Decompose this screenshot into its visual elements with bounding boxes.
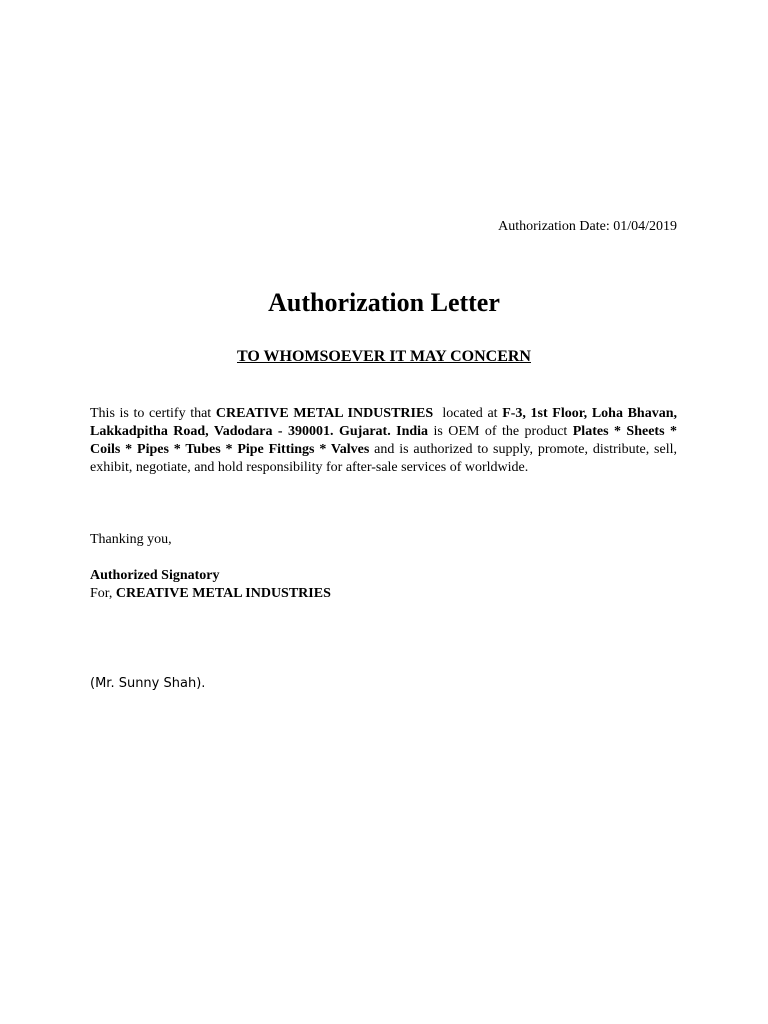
body-products: Plates * Sheets * Coils * Pipes * Tubes * Pipe Fittings * Valves: [90, 424, 677, 457]
closing-text: Thanking you,: [90, 532, 172, 547]
for-company-line: [90, 585, 331, 602]
for-company: CREATIVE METAL INDUSTRIES: [115, 586, 331, 601]
letter-title: Authorization Letter: [268, 288, 500, 317]
letter-subtitle: TO WHOMSOEVER IT MAY CONCERN: [237, 348, 531, 365]
date-label: Authorization Date:: [498, 219, 610, 234]
date-value: 01/04/2019: [613, 219, 677, 234]
body-intro: This is to certify that: [90, 406, 212, 421]
signer-name: (Mr. Sunny Shah).: [90, 676, 206, 691]
letter-body: [90, 405, 677, 477]
body-located-at: located at: [442, 406, 498, 421]
body-authorization-text: and is authorized to supply, promote, distribute, sell, exhibit, negotiate, and hold responsibility for after-sale services of worldwide.: [90, 442, 677, 475]
signatory-title: Authorized Signatory: [90, 568, 220, 583]
body-oem-text: is OEM of the product: [433, 424, 568, 439]
authorization-date: [498, 218, 677, 235]
body-company: CREATIVE METAL INDUSTRIES: [215, 406, 434, 421]
for-prefix: For,: [90, 586, 113, 601]
body-address: F-3, 1st Floor, Loha Bhavan, Lakkadpitha Road, Vadodara - 390001. Gujarat. India: [90, 406, 677, 439]
